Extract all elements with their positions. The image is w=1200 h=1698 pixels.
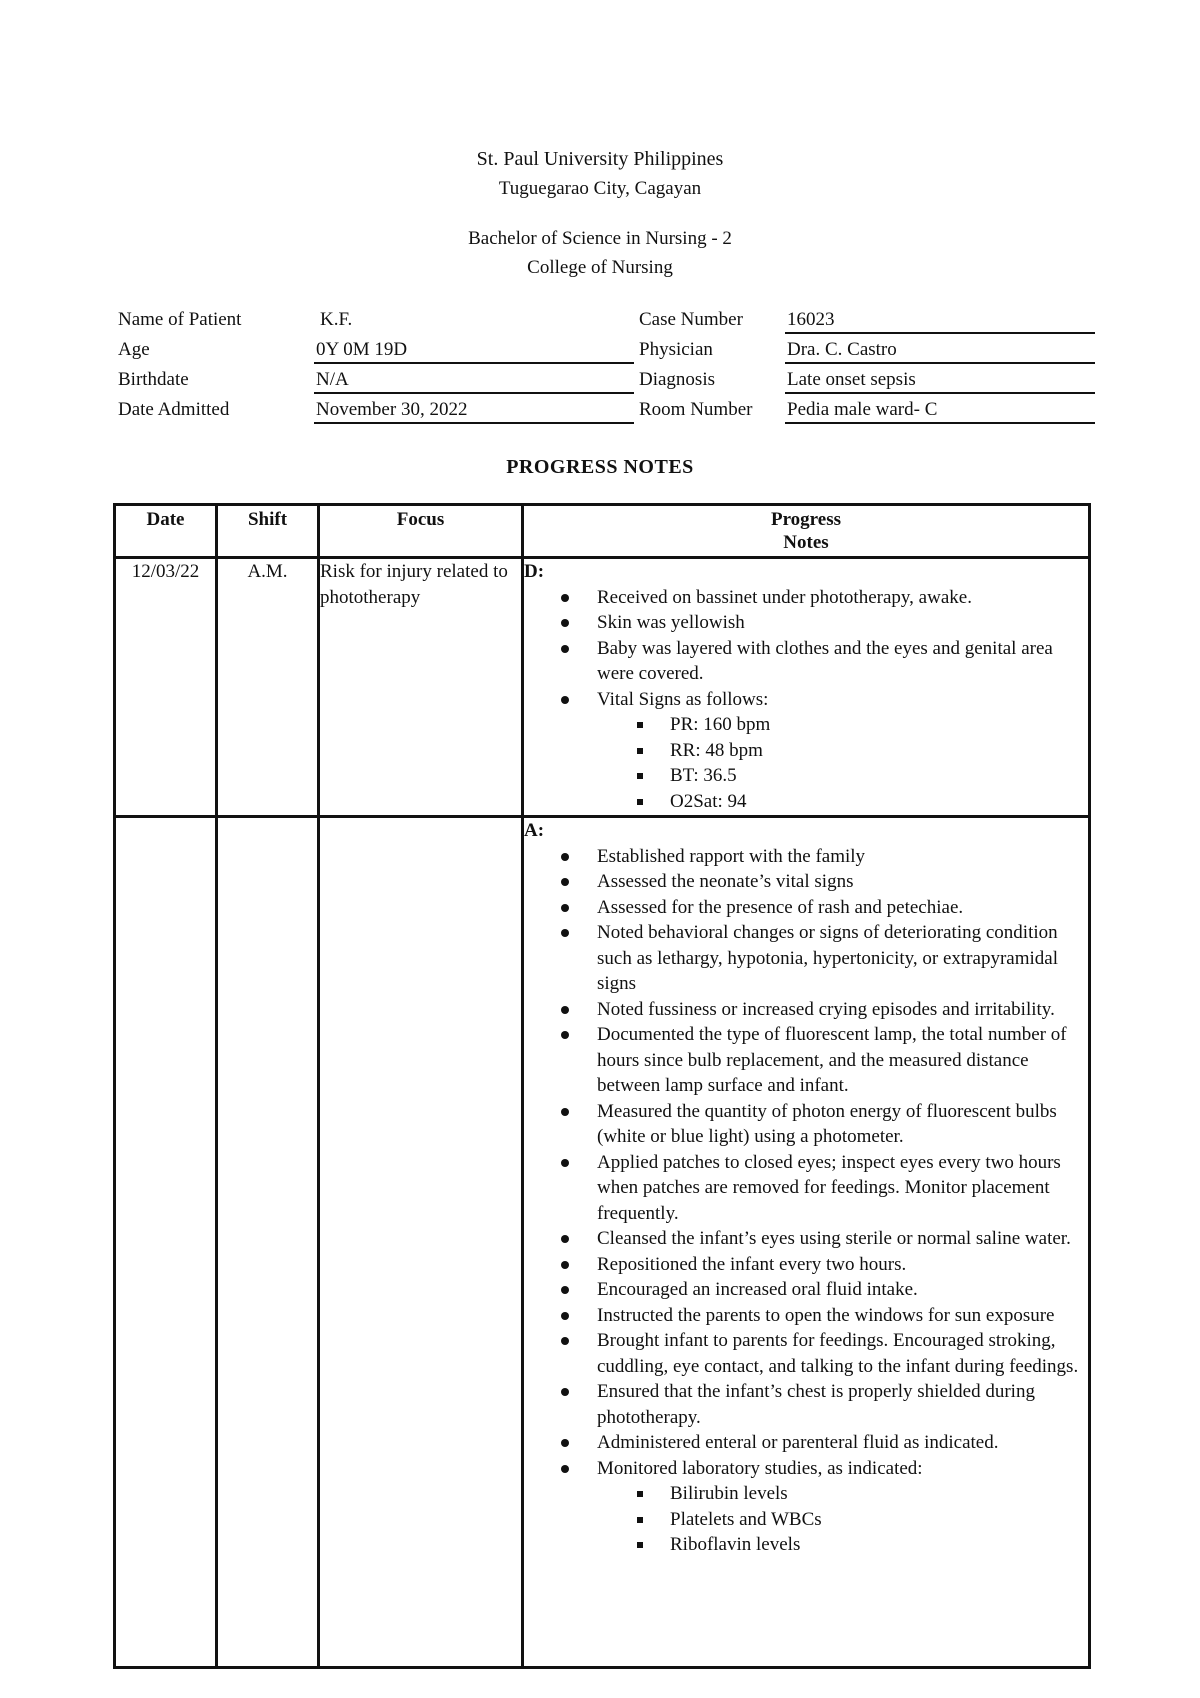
program-header [0,224,1200,282]
lab-studies-list [524,1481,1088,1558]
birthdate-value: N/A [314,365,634,394]
vital-signs-list [524,712,1088,814]
program-name: Bachelor of Science in Nursing - 2 [468,228,732,249]
info-row [118,305,1093,335]
birthdate-label: Birthdate [118,369,189,390]
sub-list-item: PR: 160 bpm [524,712,1088,738]
shift-cell: A.M. [217,558,319,817]
school-name: St. Paul University Philippines [476,148,724,170]
list-item: Applied patches to closed eyes; inspect eyes every two hours when patches are removed for feedings. Monitor placement frequently. [524,1150,1088,1227]
focus-cell: Risk for injury related to phototherapy [319,558,523,817]
school-header [0,145,1200,203]
date-admitted-label: Date Admitted [118,399,230,420]
header-notes-line1: Progress [770,509,841,530]
list-item: Assessed the neonate’s vital signs [524,869,1088,895]
sub-list-item: Riboflavin levels [524,1532,1088,1558]
date-cell: 12/03/22 [115,558,217,817]
list-item: Skin was yellowish [524,610,1088,636]
table-header-row [115,505,1090,558]
action-tag: A: [524,820,545,841]
data-tag: D: [524,561,545,582]
list-item: Measured the quantity of photon energy of fluorescent bulbs (white or blue light) using a photometer. [524,1099,1088,1150]
header-notes-line2: Notes [783,532,829,553]
header-shift: Shift [217,505,319,558]
sub-list-item: O2Sat: 94 [524,789,1088,815]
list-item: Cleansed the infant’s eyes using sterile or normal saline water. [524,1226,1088,1252]
patient-name-value: K.F. [320,309,353,330]
list-item: Repositioned the infant every two hours. [524,1252,1088,1278]
sub-list-item: Bilirubin levels [524,1481,1088,1507]
patient-info [118,305,1093,425]
date-admitted-value: November 30, 2022 [314,395,634,424]
list-item: Noted fussiness or increased crying episodes and irritability. [524,997,1088,1023]
room-number-label: Room Number [639,399,753,420]
age-value: 0Y 0M 19D [314,335,634,364]
date-cell [115,817,217,1668]
info-row [118,365,1093,395]
room-number-value: Pedia male ward- C [785,395,1095,424]
case-number-value: 16023 [785,305,1095,334]
list-item: Encouraged an increased oral fluid intake. [524,1277,1088,1303]
notes-list [524,844,1088,1482]
school-location: Tuguegarao City, Cagayan [498,178,702,199]
list-item: Instructed the parents to open the windows for sun exposure [524,1303,1088,1329]
notes-cell [523,817,1090,1668]
notes-list [524,585,1088,713]
college-name: College of Nursing [527,257,673,278]
physician-label: Physician [639,339,713,360]
header-date: Date [115,505,217,558]
diagnosis-value: Late onset sepsis [785,365,1095,394]
case-number-label: Case Number [639,309,743,330]
list-item: Brought infant to parents for feedings. Encouraged stroking, cuddling, eye contact, and talking to the infant during feedings. [524,1328,1088,1379]
info-row [118,395,1093,425]
notes-cell [523,558,1090,817]
patient-name-label: Name of Patient [118,309,242,330]
list-item: Administered enteral or parenteral fluid as indicated. [524,1430,1088,1456]
section-title: PROGRESS NOTES [506,456,694,478]
list-item: Vital Signs as follows: [524,687,1088,713]
sub-list-item: Platelets and WBCs [524,1507,1088,1533]
list-item: Received on bassinet under phototherapy, awake. [524,585,1088,611]
shift-cell [217,817,319,1668]
diagnosis-label: Diagnosis [639,369,715,390]
focus-cell [319,817,523,1668]
info-row [118,335,1093,365]
list-item: Monitored laboratory studies, as indicated: [524,1456,1088,1482]
list-item: Assessed for the presence of rash and petechiae. [524,895,1088,921]
progress-notes-table [113,503,1091,1669]
list-item: Documented the type of fluorescent lamp, the total number of hours since bulb replacement, and the measured distance between lamp surface and infant. [524,1022,1088,1099]
sub-list-item: RR: 48 bpm [524,738,1088,764]
list-item: Noted behavioral changes or signs of deteriorating condition such as lethargy, hypotonia, hypertonicity, or extrapyramidal signs [524,920,1088,997]
sub-list-item: BT: 36.5 [524,763,1088,789]
age-label: Age [118,339,150,360]
list-item: Baby was layered with clothes and the eyes and genital area were covered. [524,636,1088,687]
list-item: Ensured that the infant’s chest is properly shielded during phototherapy. [524,1379,1088,1430]
header-focus: Focus [319,505,523,558]
table-row [115,558,1090,817]
list-item: Established rapport with the family [524,844,1088,870]
header-progress-notes [523,505,1090,558]
physician-value: Dra. C. Castro [785,335,1095,364]
table-row [115,817,1090,1668]
